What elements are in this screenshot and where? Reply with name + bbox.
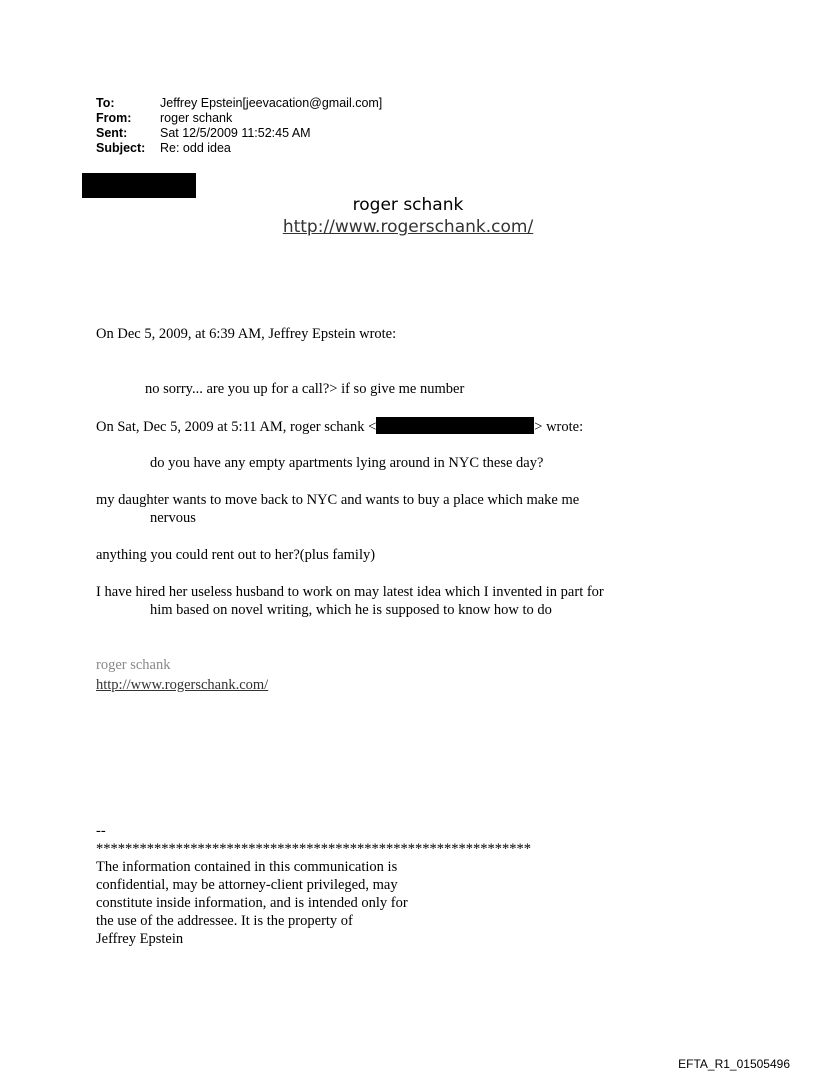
- header-from-row: [96, 111, 382, 126]
- signature-top-link-text[interactable]: http://www.rogerschank.com/: [282, 217, 534, 237]
- disclaimer-line-1: The information contained in this communication is: [96, 859, 398, 875]
- disclaimer-stars: ************************************************************: [96, 841, 531, 857]
- quote2-header-start: On Sat, Dec 5, 2009 at 5:11 AM, roger schank <: [96, 419, 377, 435]
- sent-label: Sent:: [96, 126, 128, 140]
- sent-value: Sat 12/5/2009 11:52:45 AM: [160, 126, 311, 140]
- document-id: EFTA_R1_01505496: [678, 1057, 790, 1071]
- disclaimer: [96, 822, 531, 948]
- body-paragraph-2-line2: nervous: [150, 510, 196, 526]
- disclaimer-line-3: constitute inside information, and is intended only for: [96, 895, 408, 911]
- from-label: From:: [96, 111, 132, 125]
- signature-top-name: roger schank: [352, 195, 464, 215]
- quote1-header: On Dec 5, 2009, at 6:39 AM, Jeffrey Epstein wrote:: [96, 326, 397, 342]
- body-paragraph-4: [96, 583, 604, 619]
- body-paragraph-4-line2: him based on novel writing, which he is supposed to know how to do: [150, 602, 552, 618]
- from-value: roger schank: [160, 111, 233, 125]
- header-to-row: [96, 96, 382, 111]
- body-paragraph-2-line1: my daughter wants to move back to NYC and wants to buy a place which make me: [96, 492, 580, 508]
- to-value: Jeffrey Epstein[jeevacation@gmail.com]: [160, 96, 383, 110]
- signature-bottom-name: roger schank: [96, 657, 171, 673]
- signature-top-link[interactable]: [0, 216, 816, 238]
- disclaimer-line-5: Jeffrey Epstein: [96, 931, 184, 947]
- header-sent-row: [96, 126, 382, 141]
- disclaimer-dashes: --: [96, 823, 106, 839]
- disclaimer-line-2: confidential, may be attorney-client privileged, may: [96, 877, 398, 893]
- signature-bottom-link[interactable]: http://www.rogerschank.com/: [96, 677, 269, 693]
- redaction-inline: [376, 417, 534, 434]
- subject-label: Subject:: [96, 141, 146, 155]
- body-paragraph-1: do you have any empty apartments lying around in NYC these day?: [150, 455, 544, 471]
- quote2-header-end: > wrote:: [534, 419, 584, 435]
- quote1-text: no sorry... are you up for a call?> if so give me number: [145, 381, 465, 397]
- body-paragraph-3: anything you could rent out to her?(plus family): [96, 547, 376, 563]
- to-label: To:: [96, 96, 115, 110]
- header-subject-row: [96, 141, 382, 156]
- disclaimer-line-4: the use of the addressee. It is the property of: [96, 913, 353, 929]
- body-paragraph-2: [96, 491, 579, 527]
- quote2-header: [96, 417, 583, 436]
- subject-value: Re: odd idea: [160, 141, 231, 155]
- email-header: [96, 96, 382, 156]
- body-paragraph-4-line1: I have hired her useless husband to work on may latest idea which I invented in part for: [96, 584, 604, 600]
